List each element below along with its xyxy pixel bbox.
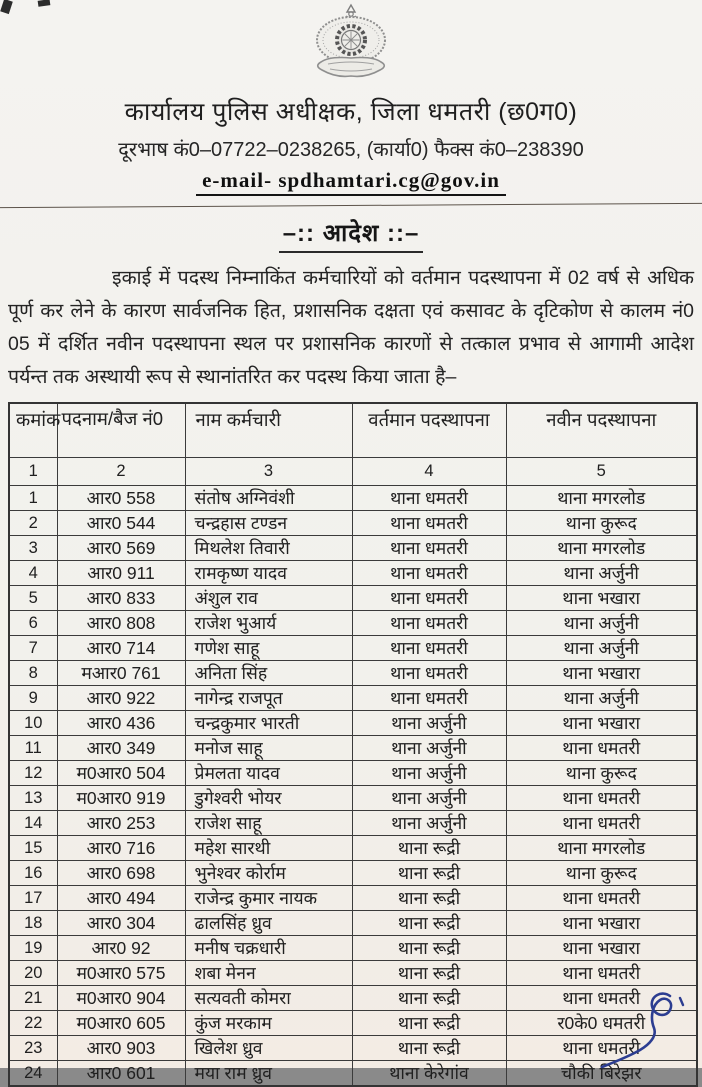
- table-cell: 16: [9, 861, 57, 886]
- table-cell: आर0 833: [57, 586, 185, 611]
- table-row: [9, 886, 697, 911]
- table-header: [9, 403, 697, 486]
- order-body-paragraph: इकाई में पदस्थ निम्नाकिंत कर्मचारियों को वर्तमान पदस्थापना में 02 वर्ष से अधिक पूर्ण कर लेने के कारण सार्वजनिक हित, प्रशासनिक दक्षता एवं कसावट के दृटिकोण से कालम नं0 05 में दर्शित नवीन पदस्थापना स्थल पर प्रशासनिक कारणों से तत्काल प्रभाव से आगामी आदेश पर्यन्त तक अस्थायी रूप से स्थानांतरित कर पदस्थ किया जाता है–: [8, 267, 694, 388]
- table-cell: थाना रूद्री: [352, 986, 506, 1011]
- table-cell: 23: [9, 1036, 57, 1061]
- col-header-name: नाम कर्मचारी: [185, 403, 352, 458]
- table-cell: गणेश साहू: [185, 636, 352, 661]
- table-cell: थाना भखारा: [506, 911, 697, 936]
- table-row: [9, 661, 697, 686]
- table-cell: थाना धमतरी: [352, 636, 506, 661]
- table-cell: 15: [9, 836, 57, 861]
- table-cell: थाना अर्जुनी: [506, 611, 697, 636]
- column-number: 4: [352, 458, 506, 486]
- table-cell: 1: [9, 486, 57, 511]
- table-cell: थाना भखारा: [506, 711, 697, 736]
- table-cell: थाना कुरूद: [506, 761, 697, 786]
- table-cell: 8: [9, 661, 57, 686]
- table-row: [9, 736, 697, 761]
- table-cell: थाना धमतरी: [506, 961, 697, 986]
- table-cell: आर0 558: [57, 486, 185, 511]
- table-cell: 13: [9, 786, 57, 811]
- table-cell: संतोष अग्निवंशी: [185, 486, 352, 511]
- col-header-new: नवीन पदस्थापना: [506, 403, 697, 458]
- table-cell: 20: [9, 961, 57, 986]
- table-cell: राजेश भुआर्य: [185, 611, 352, 636]
- table-cell: थाना रूद्री: [352, 936, 506, 961]
- table-row: [9, 911, 697, 936]
- table-cell: 5: [9, 586, 57, 611]
- table-cell: थाना रूद्री: [352, 1036, 506, 1061]
- table-cell: आर0 714: [57, 636, 185, 661]
- table-cell: आर0 716: [57, 836, 185, 861]
- table-cell: 24: [9, 1061, 57, 1087]
- table-body: [9, 486, 697, 1087]
- table-cell: राजेश साहू: [185, 811, 352, 836]
- table-cell: 2: [9, 511, 57, 536]
- table-cell: म0आर0 575: [57, 961, 185, 986]
- table-cell: र0के0 धमतरी: [506, 1011, 697, 1036]
- table-cell: थाना धमतरी: [506, 786, 697, 811]
- table-cell: थाना अर्जुनी: [352, 736, 506, 761]
- email-address: e-mail- spdhamtari.cg@gov.in: [196, 168, 506, 196]
- table-cell: कुंज मरकाम: [185, 1011, 352, 1036]
- table-cell: थाना कुरूद: [506, 861, 697, 886]
- table-cell: थाना अर्जुनी: [506, 561, 697, 586]
- table-row: [9, 786, 697, 811]
- table-cell: आर0 494: [57, 886, 185, 911]
- table-cell: म0आर0 504: [57, 761, 185, 786]
- table-cell: भुनेश्वर कोर्राम: [185, 861, 352, 886]
- table-cell: म0आर0 904: [57, 986, 185, 1011]
- table-cell: आर0 903: [57, 1036, 185, 1061]
- table-cell: आर0 349: [57, 736, 185, 761]
- table-cell: 6: [9, 611, 57, 636]
- table-row: [9, 986, 697, 1011]
- col-header-serial: कमांक: [9, 403, 57, 458]
- table-cell: नागेन्द्र राजपूत: [185, 686, 352, 711]
- table-cell: आर0 304: [57, 911, 185, 936]
- table-cell: मआर0 761: [57, 661, 185, 686]
- table-cell: थाना धमतरी: [352, 686, 506, 711]
- table-row: [9, 1011, 697, 1036]
- table-cell: आर0 922: [57, 686, 185, 711]
- table-cell: सत्यवती कोमरा: [185, 986, 352, 1011]
- table-cell: महेश सारथी: [185, 836, 352, 861]
- table-cell: प्रेमलता यादव: [185, 761, 352, 786]
- table-cell: थाना भखारा: [506, 661, 697, 686]
- table-row: [9, 811, 697, 836]
- table-cell: म0आर0 919: [57, 786, 185, 811]
- table-cell: आर0 569: [57, 536, 185, 561]
- table-cell: 14: [9, 811, 57, 836]
- table-cell: चन्द्रकुमार भारती: [185, 711, 352, 736]
- table-cell: 11: [9, 736, 57, 761]
- table-cell: खिलेश ध्रुव: [185, 1036, 352, 1061]
- table-row: [9, 511, 697, 536]
- table-cell: थाना अर्जुनी: [352, 811, 506, 836]
- table-cell: 4: [9, 561, 57, 586]
- table-cell: थाना अर्जुनी: [352, 786, 506, 811]
- table-row: [9, 1061, 697, 1087]
- table-cell: 9: [9, 686, 57, 711]
- table-row: [9, 686, 697, 711]
- table-cell: अनिता सिंह: [185, 661, 352, 686]
- table-row: [9, 1036, 697, 1061]
- table-cell: थाना धमतरी: [352, 661, 506, 686]
- column-number: 1: [9, 458, 57, 486]
- table-cell: चौकी बिरेझर: [506, 1061, 697, 1087]
- table-cell: आर0 253: [57, 811, 185, 836]
- letterhead: [0, 0, 702, 196]
- table-cell: थाना रूद्री: [352, 886, 506, 911]
- column-number-row: [9, 458, 697, 486]
- table-row: [9, 561, 697, 586]
- table-cell: थाना धमतरी: [352, 586, 506, 611]
- transfer-table: [8, 402, 698, 1087]
- table-row: [9, 761, 697, 786]
- table-cell: 22: [9, 1011, 57, 1036]
- table-row: [9, 611, 697, 636]
- table-cell: थाना धमतरी: [506, 736, 697, 761]
- table-row: [9, 711, 697, 736]
- table-cell: थाना रूद्री: [352, 961, 506, 986]
- table-row: [9, 836, 697, 861]
- table-cell: मनोज साहू: [185, 736, 352, 761]
- table-cell: थाना धमतरी: [506, 811, 697, 836]
- table-cell: थाना धमतरी: [352, 536, 506, 561]
- col-header-current: वर्तमान पदस्थापना: [352, 403, 506, 458]
- table-cell: आर0 92: [57, 936, 185, 961]
- table-row: [9, 486, 697, 511]
- table-cell: थाना धमतरी: [352, 561, 506, 586]
- table-cell: थाना अर्जुनी: [352, 711, 506, 736]
- table-row: [9, 861, 697, 886]
- table-cell: थाना भखारा: [506, 936, 697, 961]
- header-divider: [0, 203, 702, 208]
- table-cell: थाना धमतरी: [352, 611, 506, 636]
- signature-icon: [600, 988, 700, 1068]
- table-cell: आर0 911: [57, 561, 185, 586]
- table-cell: थाना केरेगांव: [352, 1061, 506, 1087]
- table-cell: डुगेश्वरी भोयर: [185, 786, 352, 811]
- table-cell: थाना रूद्री: [352, 1011, 506, 1036]
- table-cell: आर0 698: [57, 861, 185, 886]
- table-cell: अंशुल राव: [185, 586, 352, 611]
- table-cell: थाना रूद्री: [352, 836, 506, 861]
- table-cell: 19: [9, 936, 57, 961]
- table-cell: राजेन्द्र कुमार नायक: [185, 886, 352, 911]
- table-cell: म0आर0 605: [57, 1011, 185, 1036]
- table-header-row: [9, 403, 697, 458]
- table-cell: आर0 544: [57, 511, 185, 536]
- table-cell: थाना धमतरी: [506, 1036, 697, 1061]
- table-row: [9, 536, 697, 561]
- table-cell: आर0 601: [57, 1061, 185, 1087]
- table-cell: शबा मेनन: [185, 961, 352, 986]
- table-cell: थाना अर्जुनी: [506, 686, 697, 711]
- table-cell: 10: [9, 711, 57, 736]
- table-cell: 17: [9, 886, 57, 911]
- table-cell: चन्द्रहास टण्डन: [185, 511, 352, 536]
- table-cell: थाना धमतरी: [352, 486, 506, 511]
- col-header-badge: पदनाम/बैज नं0: [57, 403, 185, 458]
- table-cell: थाना रूद्री: [352, 861, 506, 886]
- table-cell: थाना अर्जुनी: [352, 761, 506, 786]
- table-cell: थाना धमतरी: [352, 511, 506, 536]
- table-cell: थाना कुरूद: [506, 511, 697, 536]
- table-cell: रामकृष्ण यादव: [185, 561, 352, 586]
- order-title: –:: आदेश ::–: [0, 216, 702, 253]
- phone-fax-line: दूरभाष कं0–07722–0238265, (कार्या0) फैक्स कं0–238390: [118, 139, 584, 161]
- column-number: 3: [185, 458, 352, 486]
- table-cell: 3: [9, 536, 57, 561]
- table-cell: थाना मगरलोड: [506, 486, 697, 511]
- table-cell: मनीष चक्रधारी: [185, 936, 352, 961]
- table-cell: थाना रूद्री: [352, 911, 506, 936]
- office-title: कार्यालय पुलिस अधीक्षक, जिला धमतरी (छ0ग0): [124, 98, 578, 126]
- table-cell: 7: [9, 636, 57, 661]
- table-cell: 18: [9, 911, 57, 936]
- table-cell: 12: [9, 761, 57, 786]
- table-cell: मिथलेश तिवारी: [185, 536, 352, 561]
- table-cell: थाना धमतरी: [506, 986, 697, 1011]
- table-cell: थाना भखारा: [506, 586, 697, 611]
- table-cell: 21: [9, 986, 57, 1011]
- table-cell: आर0 808: [57, 611, 185, 636]
- table-cell: थाना अर्जुनी: [506, 636, 697, 661]
- table-row: [9, 936, 697, 961]
- column-number: 5: [506, 458, 697, 486]
- table-cell: थाना धमतरी: [506, 886, 697, 911]
- police-crest-icon: [292, 4, 410, 80]
- table-cell: थाना मगरलोड: [506, 536, 697, 561]
- table-row: [9, 586, 697, 611]
- table-cell: थाना मगरलोड: [506, 836, 697, 861]
- table-cell: आर0 436: [57, 711, 185, 736]
- table-row: [9, 636, 697, 661]
- table-row: [9, 961, 697, 986]
- table-cell: ढालसिंह ध्रुव: [185, 911, 352, 936]
- column-number: 2: [57, 458, 185, 486]
- table-cell: मया राम ध्रुव: [185, 1061, 352, 1087]
